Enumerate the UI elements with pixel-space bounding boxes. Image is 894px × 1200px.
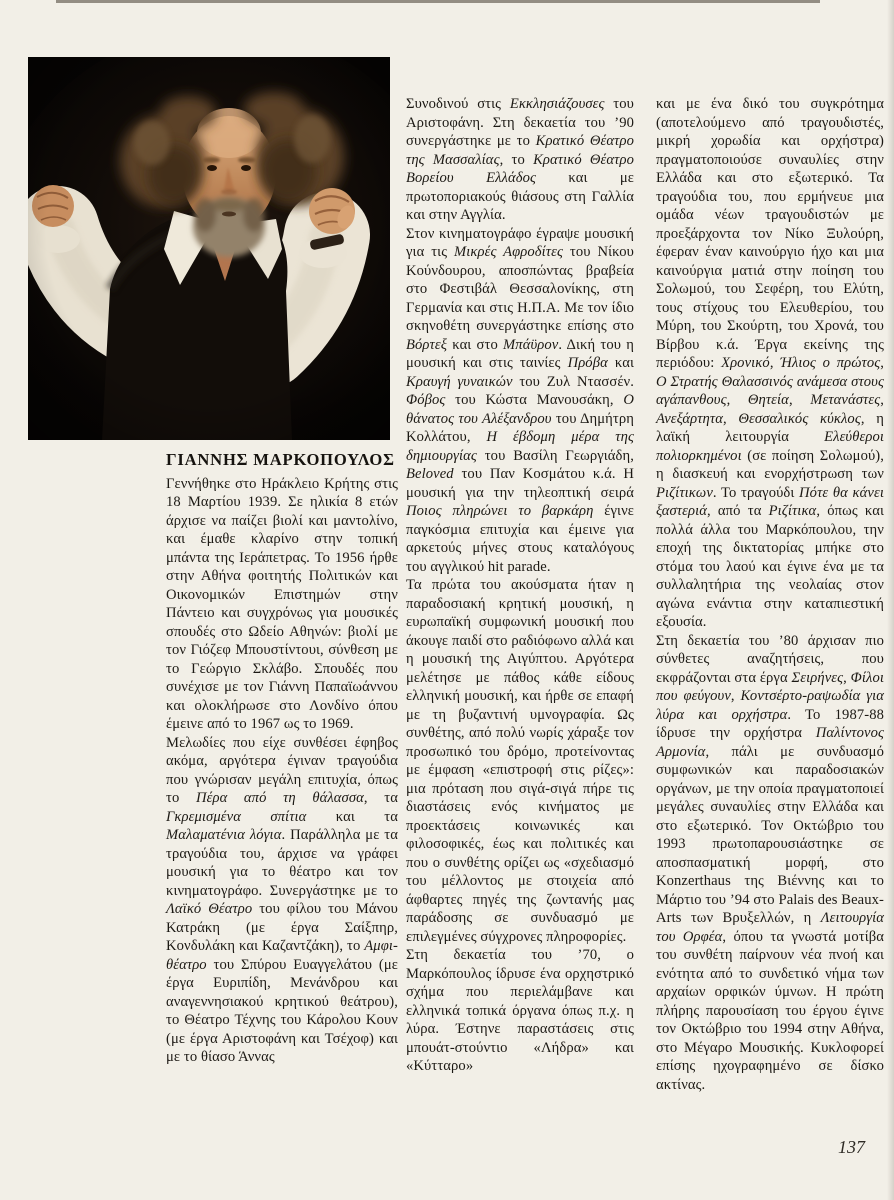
photo-vignette — [28, 57, 390, 440]
conductor-illustration — [28, 57, 390, 440]
paragraph: Συνοδινού στις Εκκλησιάζουσες του Αριστοφάνη. Στη δεκαετία του ’90 συνεργάστηκε με το Κρατικό Θέατρο της Μασσαλίας, το Κρατικό Θέατρο Βορείου Ελλάδος και με πρωτοποριακούς θιάσους στη Γαλλία και στην Αγγλία. — [406, 96, 635, 223]
column-left — [166, 451, 398, 1067]
paragraph: Μελωδίες που είχε συνθέσει έφηβος ακόμα, αργότερα έγιναν τραγούδια που γνώρισαν μεγάλη επιτυχία, όπως το Πέρα από τη θάλασσα, τα Γκρεμισμένα σπίτια και τα Μαλαματένια λόγια. Παράλληλα με τα τραγούδια του, άρχισε να γράφει μουσική για το θέατρο και τον κινηματογράφο. Συνεργάστηκε με το Λαϊκό Θέατρο του φίλου του Μάνου Κατράκη (με έργα Σαίξπηρ, Κονδυλάκη και Καζαντζάκη), το Αμφι-θέατρο του Σπύρου Ευαγγελάτου (με έργα Ευριπίδη, Μενάνδρου και αναγεννησιακού κρητικού θεάτρου), το Θέατρο Τέχνης του Κάρολου Κουν (με έργα Αριστοφάνη και Τσέχοφ) και με το θίασο Άννας — [166, 734, 399, 1065]
column-left-text — [166, 475, 398, 1067]
paragraph: Γεννήθηκε στο Ηράκλειο Κρήτης στις 18 Μαρτίου 1939. Σε ηλικία 8 ετών άρχισε να παίζει βιολί και μαντολίνο, και έμαθε κλαρίνο στην τοπική μπάντα της Ιεράπετρας. Το 1956 ήρθε στην Αθήνα φοιτητής Πολιτικών και Οικονομικών Επιστημών στην Πάντειο και συγχρόνως για μουσικές σπουδές στο Ωδείο Αθηνών: βιολί με τον Γιόζεφ Μπουστίντουι, σύνθεση με το Γεώργιο Σκλάβο. Σπουδές που συνέχισε με τον Γιάννη Παπαϊωάννου και ολοκλήρωσε στο Λονδίνο όπου έμεινε από το 1967 ως το 1969. — [166, 475, 398, 732]
article-title: ΓΙΑΝΝΗΣ ΜΑΡΚΟΠΟΥΛΟΣ — [166, 450, 395, 469]
paragraph: Στη δεκαετία του ’70, ο Μαρκόπουλος ίδρυσε ένα ορχηστρικό σχήμα που περιελάμβανε και ελληνικά τοπικά όργανα όπως π.χ. η λύρα. Έστηνε παραστάσεις στις μπουάτ-στούντιο «Λήδρα» και «Κύτταρο» — [406, 947, 634, 1074]
paragraph: Στον κινηματογράφο έγραψε μουσική για τις Μικρές Αφροδίτες του Νίκου Κούνδουρου, αποσπώντας βραβεία στο Φεστιβάλ Θεσσαλονίκης, στη Γερμανία και στις Η.Π.Α. Με τον ίδιο σκηνοθέτη συνεργάστηκε επίσης στο Βόρτεξ και στο Μπάϋρον. Δική του η μουσική και στις ταινίες Πρόβα και Κραυγή γυναικών του Ζυλ Ντασσέν. Φόβος του Κώστα Μανουσάκη, Ο θάνατος του Αλέξανδρου του Δημήτρη Κολλάτου, Η έβδομη μέρα της δημιουργίας του Βασίλη Γεωργιάδη, Beloved του Παν Κοσμάτου κ.ά. Η μουσική για την τηλεοπτική σειρά Ποιος πληρώνει το βαρκάρη έγινε παγκόσμια επιτυχία και έμεινε για αρκετούς μήνες στους καταλόγους του αγγλικού hit parade. — [406, 225, 634, 575]
paragraph: Τα πρώτα του ακούσματα ήταν η παραδοσιακή κρητική μουσική, η ευρωπαϊκή συμφωνική μουσική που άκουγε παιδί στο ραδιόφωνο αλλά και η μουσική της Αιγύπτου. Αργότερα μελέτησε με πάθος κάθε είδους ελληνική μουσική, και ήρθε σε επαφή με τη βυζαντινή υμνογραφία. Ως συνθέτης, από πολύ νωρίς χάραξε τον προσωπικό του δρόμο, προτείνοντας με έμφαση «επιστροφή στις ρίζες»: μια πρόταση που σιγά-σιγά πήρε τις διαστάσεις ενός κινήματος με προεκτάσεις κοινωνικές και φιλοσοφικές, έως και πολιτικές και που ο συνθέτης ορίζει ως «σχεδιασμό του μέλλοντος με στοιχεία από άφθαρτες πηγές της ζωντανής μας παράδοσης σε συνδυασμό με επιλεγμένες σύγχρονες πληροφορίες. — [406, 577, 634, 945]
column-right — [656, 95, 884, 1094]
column-middle — [406, 95, 634, 1076]
column-middle-text — [406, 95, 634, 1076]
paragraph: Στη δεκαετία του ’80 άρχισαν πιο σύνθετες αναζητήσεις, που εκφράζονται στα έργα Σειρήνες, Φίλοι που φεύγουν, Κοντσέρτο-ραψωδία για λύρα και ορχήστρα. Το 1987-88 ίδρυσε την ορχήστρα Παλίντονος Αρμονία, πάλι με συνδυασμό συμφωνικών και παραδοσιακών οργάνων, με την οποία πραγματοποιεί μεγάλες συναυλίες στην Ελλάδα και στο εξωτερικό. Τον Οκτώβριο του 1993 πρωτοπαρουσιάστηκε σε αποσπασματική μορφή, στο Konzerthaus της Βιέννης και το Μάρτιο του ’94 στο Palais des Beaux-Arts των Βρυξελλών, η Λειτουργία του Ορφέα, όπου τα γνωστά μοτίβα του συνθέτη παίρνουν νέα πνοή και ενότητα από το συνδετικό νήμα των αρχαίων ορφικών ύμνων. Η πρώτη πλήρης παρουσίαση του έργου έγινε τον Οκτώβριο του 1994 στην Αθήνα, στο Μέγαρο Μουσικής. Κυκλοφορεί επίσης ηχογραφημένο σε δίσκο ακτίνας. — [656, 632, 885, 1093]
page-number: 137 — [838, 1137, 865, 1157]
paragraph: και με ένα δικό του συγκρότημα (αποτελούμενο από τραγουδιστές, μικρή χορωδία και ορχήστρα) πραγματοποιούσε συναυλίες στην Ελλάδα και στο εξωτερικό. Τα τραγούδια του, που ερμήνευε μια ομάδα νέων τραγουδιστών με προεξάρχοντα τον Νίκο Ξυλούρη, έφεραν έναν καινούργιο ήχο και μια καινούργια ματιά στην ποίηση του Σολωμού, του Σεφέρη, του Ελύτη, τους στίχους του Ελευθερίου, του Μύρη, του Σκούρτη, του Χρονά, του Βίρβου κ.ά. Έργα εκείνης της περιόδου: Χρονικό, Ήλιος ο πρώτος, Ο Στρατής Θαλασσινός ανάμεσα στους αγάπανθους, Θητεία, Μετανάστες, Ανεξάρτητα, Θεσσαλικός κύκλος, η λαϊκή λειτουργία Ελεύθεροι πολιορκημένοι (σε ποίηση Σολωμού), η διασκευή και ενορχήστρωση των Ριζίτικων. Το τραγούδι Πότε θα κάνει ξαστεριά, από τα Ριζίτικα, όπως και πολλά άλλα του Μαρκόπουλου, την εποχή της δικτατορίας μπήκε στο στόμα του λαού και έγινε ένα με τα συλλαλητήρια της νεολαίας στον αγώνα ενάντια στην καταπιεστική εξουσία. — [656, 96, 884, 630]
page-top-edge — [56, 0, 820, 3]
portrait-photo — [28, 57, 390, 440]
column-right-text — [656, 95, 884, 1094]
